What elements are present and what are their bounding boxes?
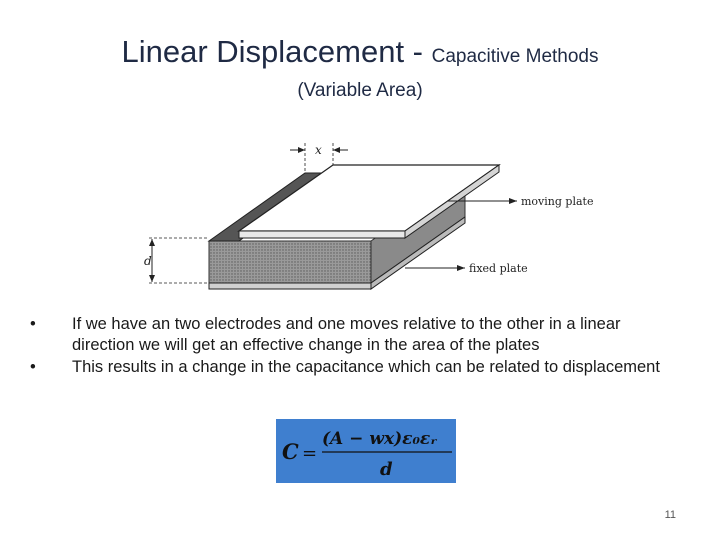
- bullet-list: [28, 314, 678, 379]
- capacitor-diagram: [135, 135, 595, 300]
- formula-denominator: d: [380, 459, 393, 480]
- bullet-item: [28, 314, 678, 356]
- page-number: 11: [664, 509, 676, 521]
- fixed-plate-edge: [209, 283, 371, 289]
- bullet-marker: •: [30, 358, 36, 376]
- label-x: x: [315, 143, 322, 157]
- dielectric-front: [209, 241, 371, 283]
- label-moving-plate: moving plate: [521, 195, 594, 208]
- bullet-text: This results in a change in the capacitance which can be related to displacement: [72, 358, 660, 376]
- capacitor-diagram-svg: [135, 135, 595, 300]
- bullet-text: If we have an two electrodes and one moves relative to the other in a linear direction we will get an effective change in the area of the plates: [72, 315, 621, 354]
- bullet-item: [28, 357, 678, 378]
- formula-lhs: C: [282, 439, 299, 464]
- moving-plate-edge: [239, 231, 405, 238]
- label-d: d: [144, 254, 152, 268]
- slide-title-sub: Capacitive Methods: [431, 46, 599, 67]
- slide-title-main: Linear Displacement -: [121, 34, 432, 69]
- formula-svg: [276, 419, 456, 483]
- slide-subtitle: (Variable Area): [297, 80, 423, 101]
- capacitance-formula: [276, 419, 456, 483]
- formula-numerator: (A − wx)ε₀εᵣ: [322, 429, 438, 449]
- slide-title: [0, 34, 720, 70]
- bullet-marker: •: [30, 315, 36, 333]
- label-fixed-plate: fixed plate: [469, 262, 528, 275]
- formula-equals: =: [302, 443, 318, 464]
